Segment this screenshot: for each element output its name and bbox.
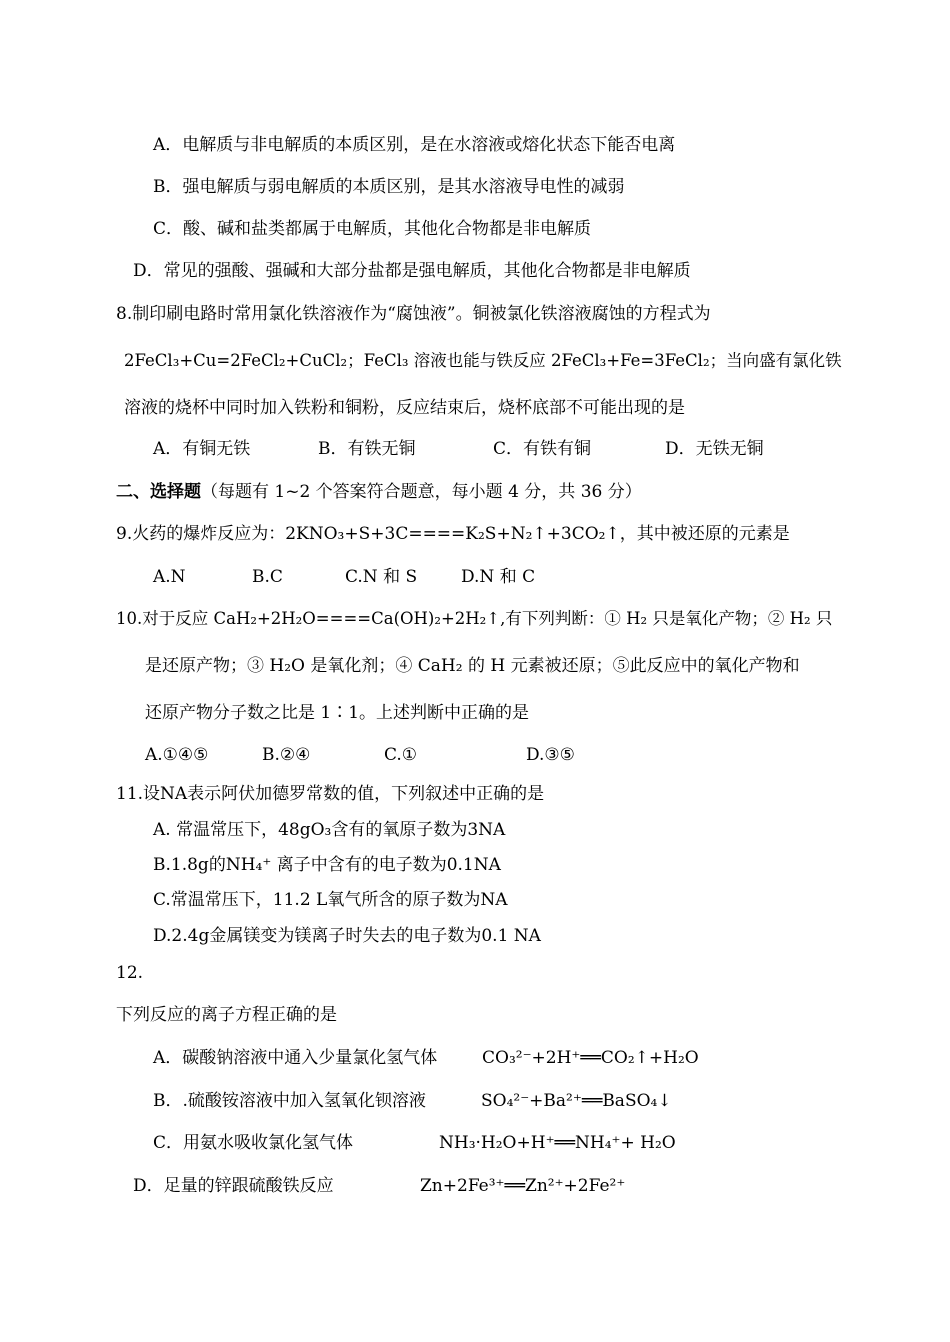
section-title: 二、选择题 bbox=[116, 482, 201, 502]
q8-option-b: B．有铁无铜 bbox=[318, 439, 416, 459]
q8-stem-line1: 8.制印刷电路时常用氯化铁溶液作为“腐蚀液”。铜被氯化铁溶液腐蚀的方程式为 bbox=[116, 304, 711, 324]
q12-option-d: D．足量的锌跟硫酸铁反应 bbox=[133, 1176, 334, 1196]
q10-option-c: C.① bbox=[384, 745, 418, 765]
q11-option-b: B.1.8g的NH₄⁺ 离子中含有的电子数为0.1NA bbox=[153, 855, 501, 875]
q10-stem-line2: 是还原产物；③ H₂O 是氧化剂；④ CaH₂ 的 H 元素被还原；⑤此反应中的氧化产物和 bbox=[145, 656, 800, 676]
q10-stem-line1: 10.对于反应 CaH₂+2H₂O====Ca(OH)₂+2H₂↑,有下列判断：① H₂ 只是氧化产物；② H₂ 只 bbox=[116, 609, 833, 628]
q7-option-a: A．电解质与非电解质的本质区别，是在水溶液或熔化状态下能否电离 bbox=[153, 135, 676, 155]
q7-option-d: D．常见的强酸、强碱和大部分盐都是强电解质，其他化合物都是非电解质 bbox=[133, 261, 691, 281]
q12-option-c: C．用氨水吸收氯化氢气体 bbox=[153, 1133, 354, 1153]
q9-option-b: B.C bbox=[252, 567, 283, 587]
q10-option-a: A.①④⑤ bbox=[145, 745, 209, 765]
q8-stem-line2: 2FeCl₃+Cu=2FeCl₂+CuCl₂；FeCl₃ 溶液也能与铁反应 2FeCl₃+Fe=3FeCl₂；当向盛有氯化铁 bbox=[124, 351, 842, 370]
q12-option-b: B．.硫酸铵溶液中加入氢氧化钡溶液 bbox=[153, 1091, 426, 1111]
q10-option-b: B.②④ bbox=[262, 745, 311, 765]
q9-stem: 9.火药的爆炸反应为：2KNO₃+S+3C====K₂S+N₂↑+3CO₂↑，其中被还原的元素是 bbox=[116, 524, 790, 544]
q10-stem-line3: 还原产物分子数之比是 1∶1。上述判断中正确的是 bbox=[145, 703, 530, 723]
q8-option-c: C．有铁有铜 bbox=[493, 439, 592, 459]
q9-option-a: A.N bbox=[153, 567, 186, 587]
q10-option-d: D.③⑤ bbox=[526, 745, 575, 765]
q8-option-a: A．有铜无铁 bbox=[153, 439, 251, 459]
q9-option-d: D.N 和 C bbox=[461, 567, 536, 587]
q11-option-a: A. 常温常压下，48gO₃含有的氧原子数为3NA bbox=[153, 820, 506, 840]
q12-option-d-equation: Zn+2Fe³⁺══Zn²⁺+2Fe²⁺ bbox=[420, 1176, 626, 1196]
q12-option-c-equation: NH₃·H₂O+H⁺══NH₄⁺+ H₂O bbox=[439, 1133, 676, 1153]
q11-option-d: D.2.4g金属镁变为镁离子时失去的电子数为0.1 NA bbox=[153, 926, 541, 946]
q12-option-b-equation: SO₄²⁻+Ba²⁺══BaSO₄↓ bbox=[481, 1091, 672, 1111]
q7-option-c: C．酸、碱和盐类都属于电解质，其他化合物都是非电解质 bbox=[153, 219, 592, 239]
q12-option-a: A．碳酸钠溶液中通入少量氯化氢气体 bbox=[153, 1048, 438, 1068]
section-note: （每题有 1~2 个答案符合题意，每小题 4 分，共 36 分） bbox=[201, 482, 642, 502]
q12-option-a-equation: CO₃²⁻+2H⁺══CO₂↑+H₂O bbox=[482, 1048, 699, 1068]
q12-stem: 下列反应的离子方程正确的是 bbox=[116, 1005, 337, 1025]
q12-number: 12. bbox=[116, 963, 144, 983]
q11-option-c: C.常温常压下，11.2 L氧气所含的原子数为NA bbox=[153, 890, 508, 910]
q8-stem-line3: 溶液的烧杯中同时加入铁粉和铜粉，反应结束后，烧杯底部不可能出现的是 bbox=[124, 398, 685, 418]
section-heading bbox=[116, 482, 642, 502]
q11-stem: 11.设NA表示阿伏加德罗常数的值，下列叙述中正确的是 bbox=[116, 784, 545, 804]
q9-option-c: C.N 和 S bbox=[345, 567, 418, 587]
q7-option-b: B．强电解质与弱电解质的本质区别，是其水溶液导电性的减弱 bbox=[153, 177, 625, 197]
q8-option-d: D．无铁无铜 bbox=[665, 439, 764, 459]
